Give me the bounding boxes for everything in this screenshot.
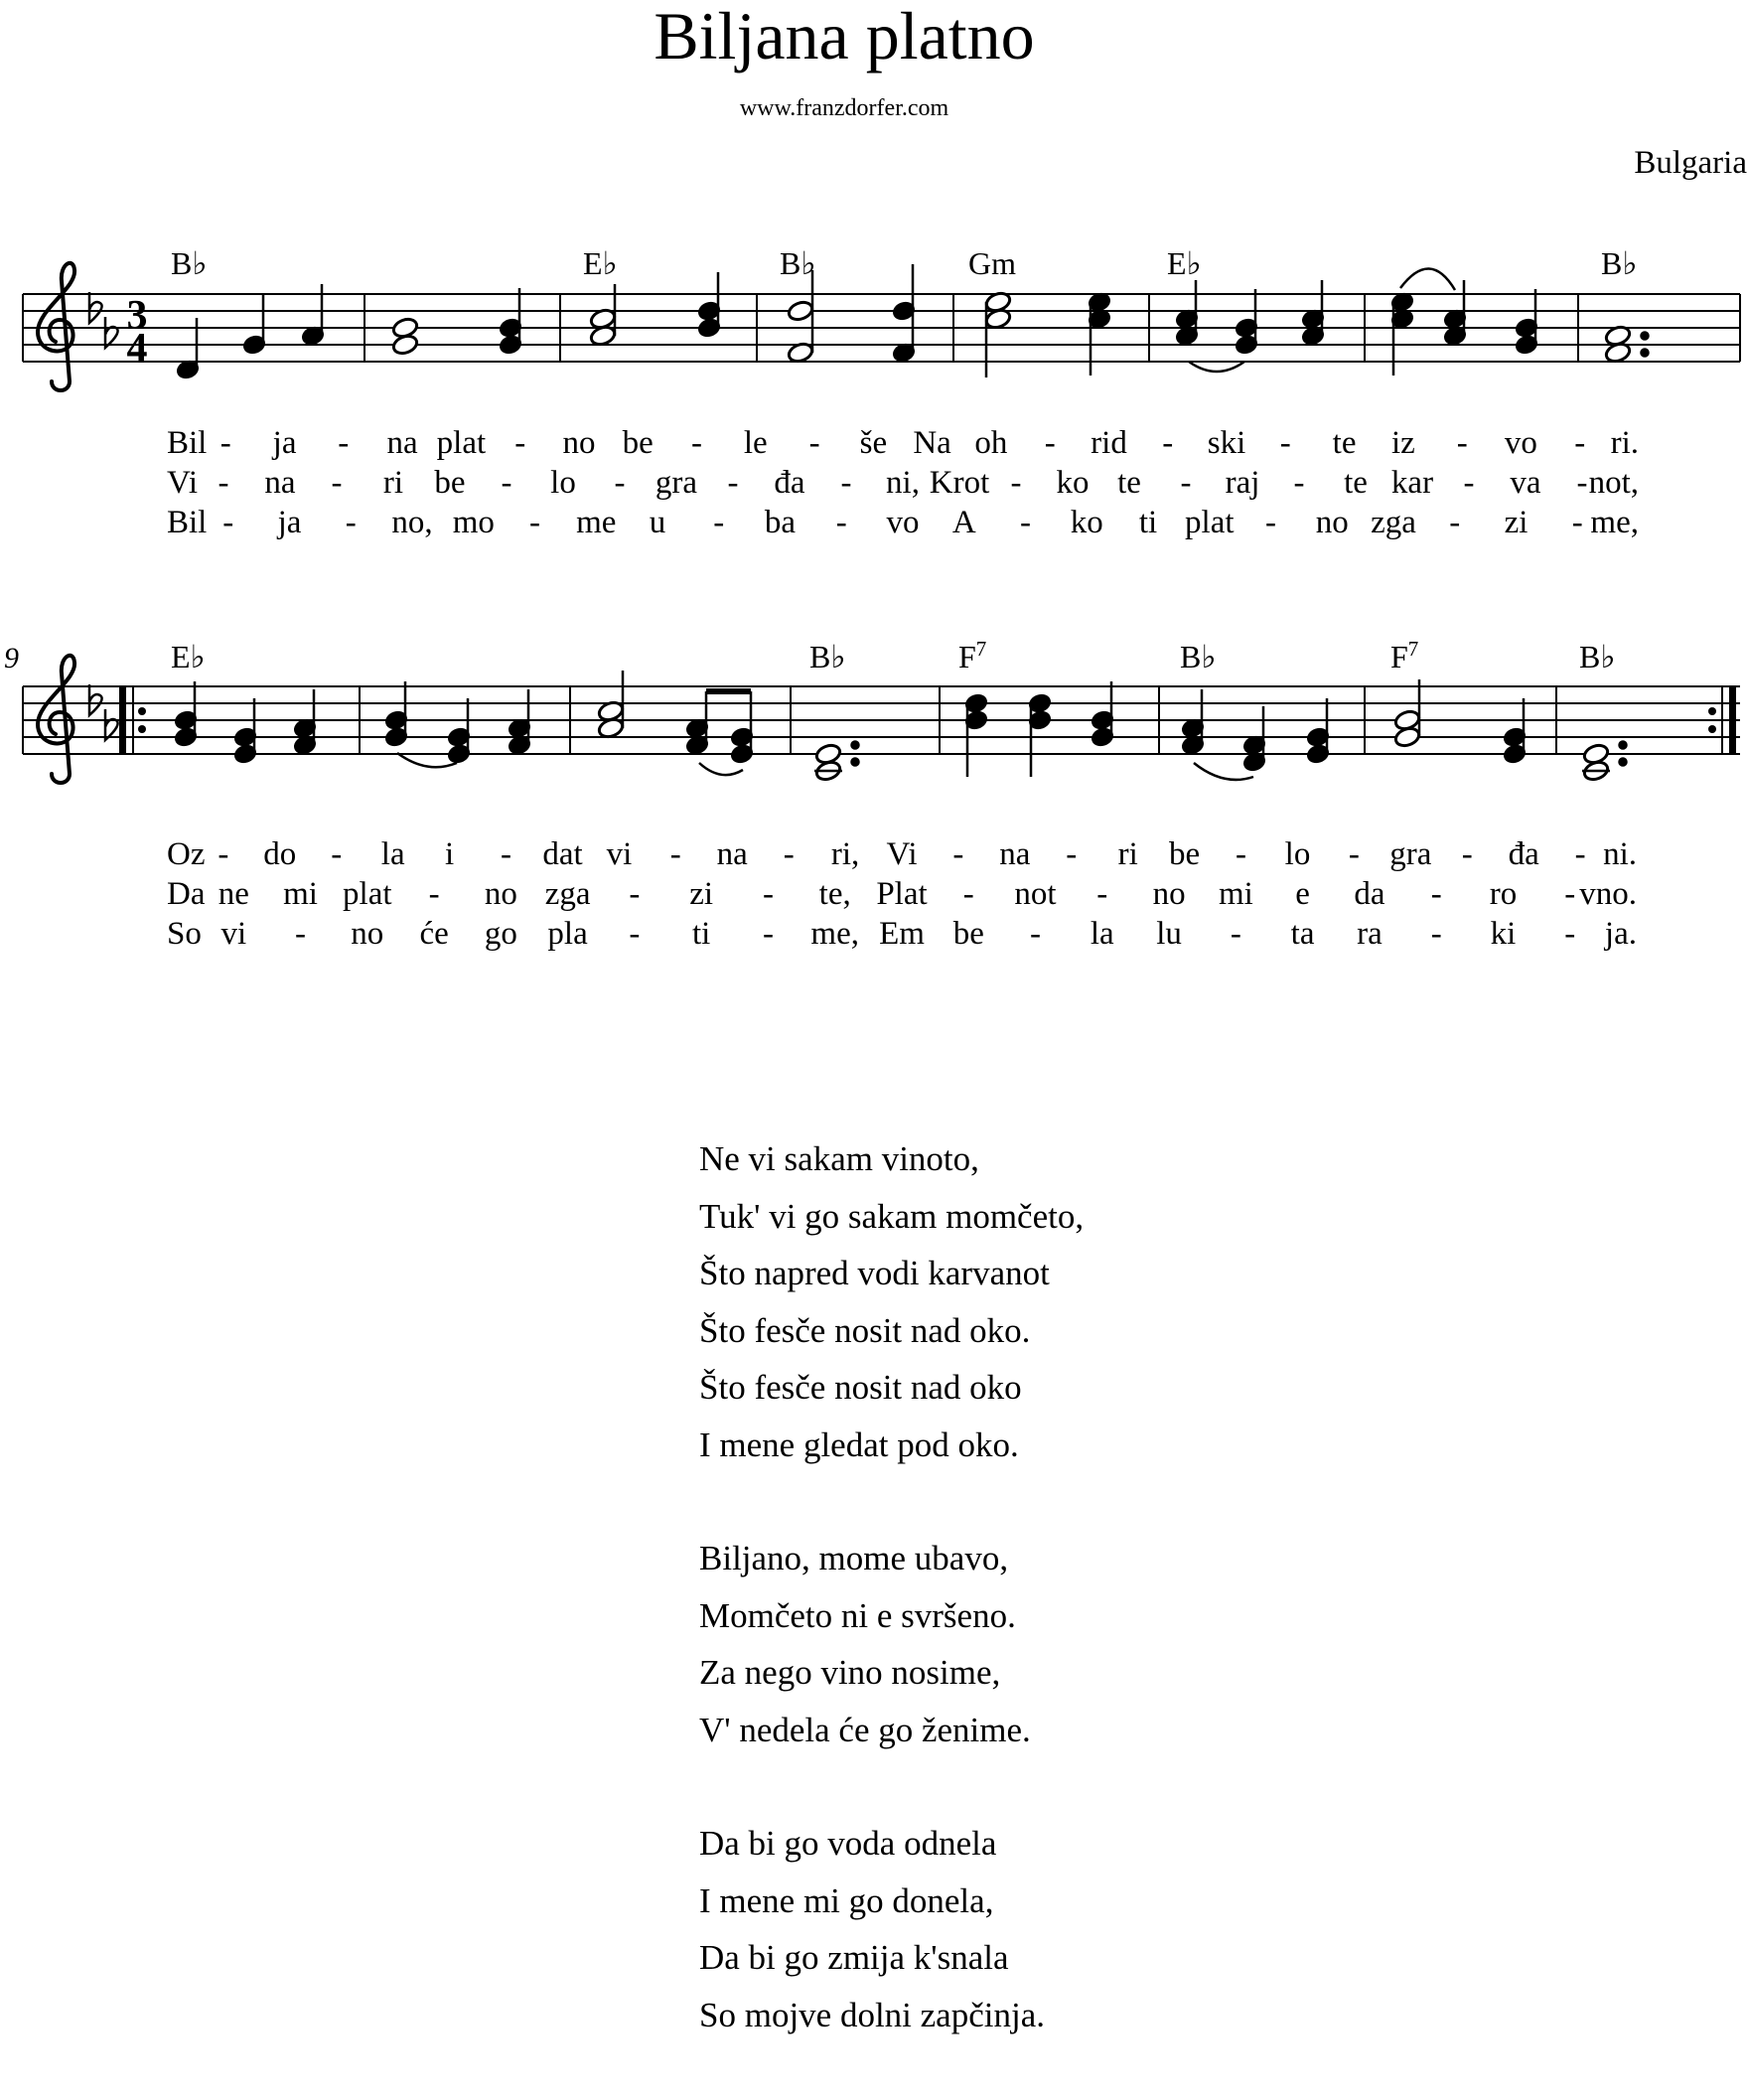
lyric-hyphen: - [218,465,229,501]
lyric-syllable: no [1152,876,1186,912]
lyric-syllable: vi [220,916,247,952]
lyric-hyphen: - [1066,836,1078,872]
lyric-syllable: ki [1490,916,1517,952]
lyric-syllable: ja [272,425,297,461]
lyric-syllable: vo [1504,425,1537,461]
lyric-syllable: not [1014,876,1057,912]
lyric-hyphen: - [295,916,306,952]
dot [1620,759,1627,766]
lyric-syllable: lo [1284,836,1311,872]
lyric-hyphen: - [218,836,229,872]
lyric-syllable: be [1169,836,1201,872]
lyric-syllable: zga [1371,505,1416,540]
lyric-hyphen: - [962,876,974,912]
lyric-syllable: be [622,425,654,461]
lyric-syllable: plat [343,876,392,912]
lyric-syllable: me, [1590,505,1639,540]
lyric-syllable: Plat [876,876,928,912]
lyric-hyphen: - [835,505,847,540]
lyric-syllable: lo [550,465,576,501]
lyric-syllable: na [716,836,748,872]
lyric-syllable: be [952,916,984,952]
lyric-syllable: be [434,465,466,501]
lyric-syllable: Vi [167,465,199,501]
chord-symbol: E♭ [171,639,206,675]
lyric-syllable: u [649,505,666,540]
lyric-syllable: A [951,505,976,540]
lyric-syllable: dat [542,836,583,872]
lyric-hyphen: - [1574,425,1586,461]
chord-symbol: Gm [968,245,1016,281]
lyric-syllable: gra [655,465,698,501]
lyric-hyphen: - [331,465,343,501]
lyric-hyphen: - [691,425,702,461]
lyric-hyphen: - [1574,836,1586,872]
lyric-hyphen: - [501,836,511,872]
lyric-syllable: no [484,876,517,912]
lyric-hyphen: - [1571,505,1583,540]
stanza [699,1815,1593,2043]
lyric-hyphen: - [763,876,774,912]
dot [852,759,859,766]
lyric-hyphen: - [1463,465,1475,501]
lyrics-2 [167,836,1637,952]
staff-system-1 [23,245,1740,540]
lyric-syllable: kar [1390,465,1434,501]
lyric-hyphen: - [529,505,540,540]
poem-line: Momčeto ni e svršeno. [699,1595,1016,1635]
lyric-hyphen: - [338,425,350,461]
lyric-hyphen: - [713,505,725,540]
chord-symbol: B♭ [171,245,208,281]
poem-line: Tuk' vi go sakam momčeto, [699,1196,1085,1236]
lyric-syllable: ti [692,916,711,952]
lyric-syllable: plat [1185,505,1235,540]
poem-line: I mene gledat pod oko. [699,1425,1019,1464]
note-head [391,316,419,339]
lyric-syllable: ja [277,505,302,540]
lyric-hyphen: - [1096,876,1108,912]
lyric-syllable: Oz [167,836,206,872]
dot [1642,333,1649,340]
key-signature-2 [89,684,118,740]
lyric-hyphen: - [1180,465,1192,501]
lyric-syllable: me [576,505,617,540]
lyric-syllable: e [1295,876,1310,912]
lyric-syllable: na [386,425,418,461]
lyric-syllable: gra [1389,836,1432,872]
lyric-syllable: mi [283,876,318,912]
lyric-syllable: še [859,425,888,461]
poem-line: Za nego vino nosime, [699,1653,1001,1692]
staff-lines-2 [23,686,1740,754]
lyric-hyphen: - [783,836,795,872]
lyric-hyphen: - [614,465,626,501]
lyric-hyphen: - [501,465,512,501]
lyric-syllable: vno. [1579,876,1637,912]
music-score [0,0,1747,993]
lyric-hyphen: - [222,505,234,540]
lyric-hyphen: - [331,836,343,872]
lyric-syllable: go [484,916,517,952]
lyric-syllable: rid [1091,425,1127,461]
lyric-syllable: ri [382,465,404,501]
lyric-syllable: ja. [1604,916,1637,952]
lyric-syllable: te [1117,465,1141,501]
lyric-syllable: lu [1156,916,1182,952]
chord-symbols-2 [171,637,1615,675]
lyric-hyphen: - [428,876,440,912]
lyric-hyphen: - [1230,916,1241,952]
staff-system-2 [4,637,1740,952]
lyric-syllable: na [999,836,1031,872]
lyric-syllable: ni, [886,465,920,501]
poem-line: So mojve dolni zapčinja. [699,1995,1045,2034]
lyric-syllable: na [264,465,296,501]
lyric-hyphen: - [629,876,641,912]
time-signature [127,293,148,372]
lyric-hyphen: - [1236,836,1246,872]
poem-line: Što napred vodi karvanot [699,1254,1050,1292]
lyric-syllable: Bil [167,505,208,540]
poem-line: Biljano, mome ubavo, [699,1539,1009,1577]
lyric-syllable: mo [452,505,495,540]
lyric-syllable: ra [1357,916,1383,952]
lyric-syllable: no, [391,505,433,540]
poem-line: Što fesče nosit nad oko. [699,1310,1031,1350]
website-credit: www.franzdorfer.com [739,95,949,121]
lyric-syllable: vo [886,505,920,540]
lyric-syllable: će [419,916,449,952]
lyric-hyphen: - [952,836,964,872]
poem-line: I mene mi go donela, [699,1880,994,1920]
lyric-hyphen: - [1265,505,1276,540]
chord-symbol: B♭ [1579,639,1616,675]
lyric-syllable: đa [1508,836,1539,872]
lyric-syllable: ta [1290,916,1315,952]
key-signature-1 [89,292,118,348]
chord-symbol: B♭ [780,245,816,281]
lyric-syllable: da [1354,876,1385,912]
lyric-syllable: ni. [1603,836,1637,872]
staff-lines-1 [23,294,1740,362]
measure-number: 9 [4,642,19,675]
lyric-hyphen: - [669,836,681,872]
lyric-syllable: Na [913,425,951,461]
treble-clef-1 [38,263,74,390]
lyric-syllable: la [380,836,405,872]
lyric-hyphen: - [1030,916,1041,952]
chord-symbols-1 [171,245,1637,281]
lyric-hyphen: - [1564,916,1576,952]
lyric-hyphen: - [840,465,852,501]
additional-verses [699,1130,1593,2100]
lyric-hyphen: - [727,465,739,501]
dot [1620,742,1627,749]
chord-symbol: $F^7$ [958,637,987,675]
lyric-syllable: ti [1138,505,1158,540]
note-head [787,299,814,322]
lyric-syllable: ne [218,876,249,912]
poem-line: Što fesče nosit nad oko [699,1368,1022,1407]
lyric-hyphen: - [1456,425,1468,461]
lyric-syllable: no [351,916,384,952]
lyric-syllable: plat [436,425,487,461]
lyric-syllable: oh [974,425,1008,461]
lyric-syllable: te [1344,465,1368,501]
lyric-syllable: te, [818,876,851,912]
dot [852,742,859,749]
lyric-syllable: Bil [167,425,208,461]
poem-line: Da bi go zmija k'snala [699,1938,1009,1977]
dot [1642,350,1649,357]
lyric-syllable: zga [544,876,591,912]
chord-symbol: B♭ [1601,245,1638,281]
chord-symbol: B♭ [809,639,846,675]
lyric-syllable: ri, [830,836,860,872]
lyric-syllable: Krot [929,465,990,501]
lyric-syllable: zi [689,876,714,912]
lyric-syllable: ro [1489,876,1518,912]
poem-line: Da bi go voda odnela [699,1824,997,1863]
lyric-hyphen: - [1162,425,1174,461]
lyric-syllable: vi [606,836,633,872]
lyric-syllable: mi [1218,876,1253,912]
lyric-syllable: ri [1117,836,1138,872]
lyric-syllable: not, [1588,465,1639,501]
chord-symbol: $F^7$ [1390,637,1419,675]
lyric-syllable: raj [1225,465,1260,501]
time-signature-bottom: 4 [126,326,148,372]
lyric-hyphen: - [1020,505,1031,540]
lyric-hyphen: - [1449,505,1461,540]
lyrics-1 [167,425,1639,540]
treble-clef-2 [38,656,74,783]
lyric-syllable: no [1315,505,1349,540]
lyric-syllable: pla [547,916,588,952]
lyric-hyphen: - [1461,836,1473,872]
stanza [699,1530,1593,1758]
origin-label: Bulgaria [1634,145,1747,181]
note-head [1393,725,1421,748]
lyric-syllable: Vi [886,836,918,872]
lyric-syllable: te [1332,425,1357,461]
lyric-syllable: i [445,836,455,872]
lyric-hyphen: - [1430,916,1442,952]
lyric-hyphen: - [1279,425,1291,461]
lyric-syllable: So [167,916,202,952]
lyric-syllable: no [562,425,596,461]
chord-symbol: B♭ [1180,639,1217,675]
lyric-hyphen: - [1576,465,1588,501]
lyric-syllable: Em [879,916,925,952]
lyric-syllable: le [743,425,768,461]
lyric-hyphen: - [1348,836,1360,872]
lyric-syllable: va [1510,465,1541,501]
time-signature-top: 3 [126,293,148,339]
lyric-syllable: Da [167,876,206,912]
lyric-syllable: do [263,836,297,872]
lyric-syllable: ski [1207,425,1246,461]
lyric-hyphen: - [1293,465,1305,501]
lyric-syllable: đa [774,465,805,501]
lyric-syllable: iz [1390,425,1415,461]
lyric-syllable: me, [810,916,859,952]
lyric-hyphen: - [345,505,357,540]
lyric-syllable: ko [1056,465,1090,501]
lyric-hyphen: - [1564,876,1576,912]
lyric-syllable: ri. [1610,425,1639,461]
song-title: Biljana platno [654,0,1035,74]
lyric-hyphen: - [763,916,774,952]
lyric-hyphen: - [1010,465,1022,501]
lyric-hyphen: - [1044,425,1056,461]
lyric-hyphen: - [629,916,641,952]
poem-line: Ne vi sakam vinoto, [699,1139,979,1178]
lyric-syllable: ba [764,505,797,540]
lyric-syllable: zi [1504,505,1529,540]
lyric-hyphen: - [219,425,231,461]
lyric-syllable: ko [1070,505,1103,540]
poem-line: V' nedela će go ženime. [699,1710,1031,1749]
lyric-hyphen: - [808,425,820,461]
chord-symbol: E♭ [583,245,618,281]
stanza [699,1130,1593,1473]
chord-symbol: E♭ [1167,245,1202,281]
lyric-syllable: la [1090,916,1114,952]
lyric-hyphen: - [1430,876,1442,912]
lyric-hyphen: - [514,425,526,461]
